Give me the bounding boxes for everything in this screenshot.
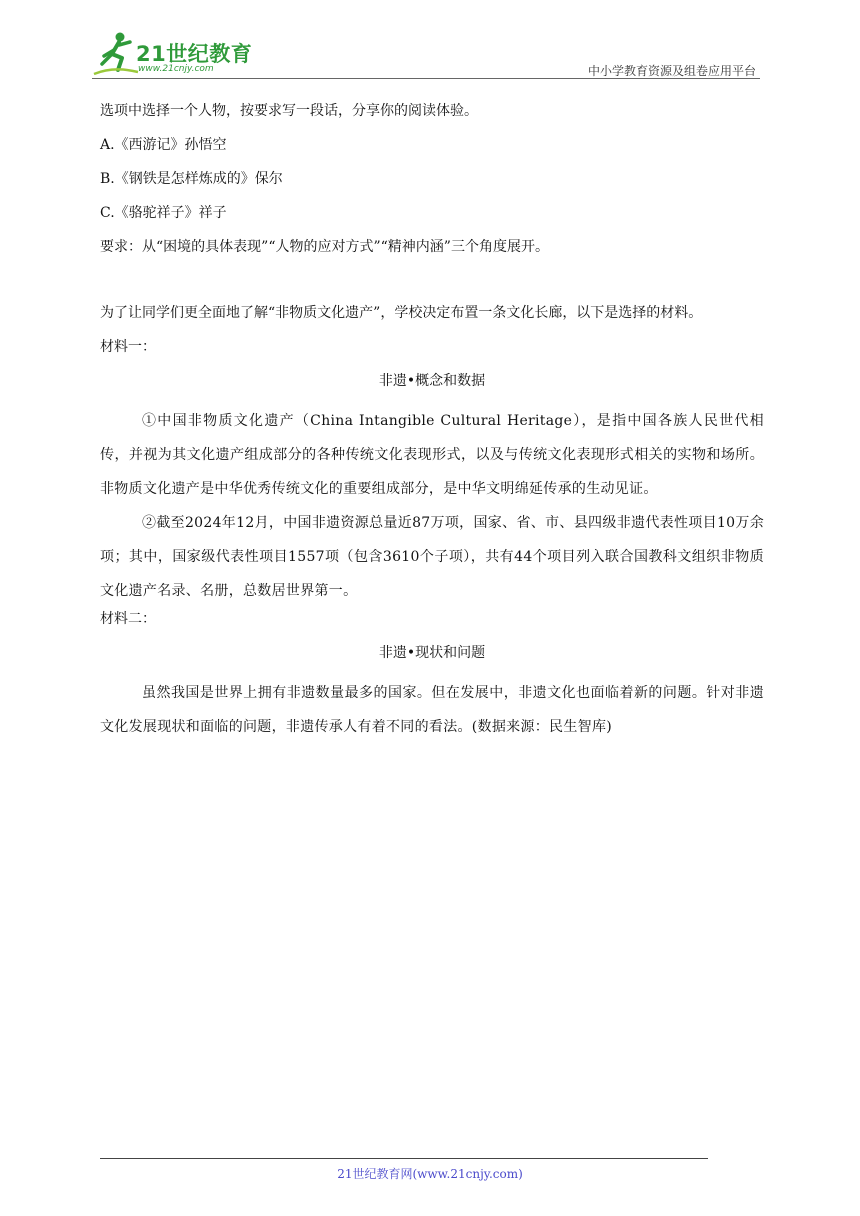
site-logo[interactable] — [92, 30, 272, 78]
logo-brand-text: 21世纪教育 — [136, 42, 253, 66]
question-intro: 选项中选择一个人物，按要求写一段话，分享你的阅读体验。 — [100, 103, 478, 119]
material2-paragraph-1: 虽然我国是世界上拥有非遗数量最多的国家。但在发展中，非遗文化也面临着新的问题。针对非遗文化发展现状和面临的问题，非遗传承人有着不同的看法。(数据来源：民生智库) — [100, 685, 764, 735]
header-divider — [92, 78, 760, 79]
runner-icon — [92, 30, 140, 78]
logo-url-text: www.21cnjy.com — [138, 64, 214, 74]
platform-name: 中小学教育资源及组卷应用平台 — [587, 64, 756, 78]
material2-title: 非遗•现状和问题 — [378, 645, 486, 661]
document-body — [100, 100, 764, 744]
material2-label: 材料二： — [100, 611, 156, 627]
material1-paragraph-2: ②截至2024年12月，中国非遗资源总量近87万项，国家、省、市、县四级非遗代表性项目10万余项；其中，国家级代表性项目1557项（包含3610个子项），共有44个项目列入联合国教科文组织非物质文化遗产名录、名册，总数居世界第一。 — [100, 515, 764, 599]
question-requirement: 要求：从“困境的具体表现”“人物的应对方式”“精神内涵”三个角度展开。 — [100, 239, 549, 255]
material1-label: 材料一： — [100, 339, 156, 355]
material1-title: 非遗•概念和数据 — [378, 373, 486, 389]
material1-paragraph-1: ①中国非物质文化遗产（China Intangible Cultural Heritage），是指中国各族人民世代相传，并视为其文化遗产组成部分的各种传统文化表现形式，以及与传统文化表现形式相关的实物和场所。非物质文化遗产是中华优秀传统文化的重要组成部分，是中华文明绵延传承的生动见证。 — [100, 413, 764, 497]
option-b: B.《钢铁是怎样炼成的》保尔 — [100, 171, 283, 187]
option-c: C.《骆驼祥子》祥子 — [100, 205, 227, 221]
footer-link[interactable]: 21世纪教育网(www.21cnjy.com) — [337, 1167, 523, 1181]
page-header — [92, 30, 760, 80]
option-a: A.《西游记》孙悟空 — [100, 137, 227, 153]
passage-intro: 为了让同学们更全面地了解“非物质文化遗产”，学校决定布置一条文化长廊，以下是选择的材料。 — [100, 305, 703, 321]
footer-divider — [100, 1158, 708, 1159]
